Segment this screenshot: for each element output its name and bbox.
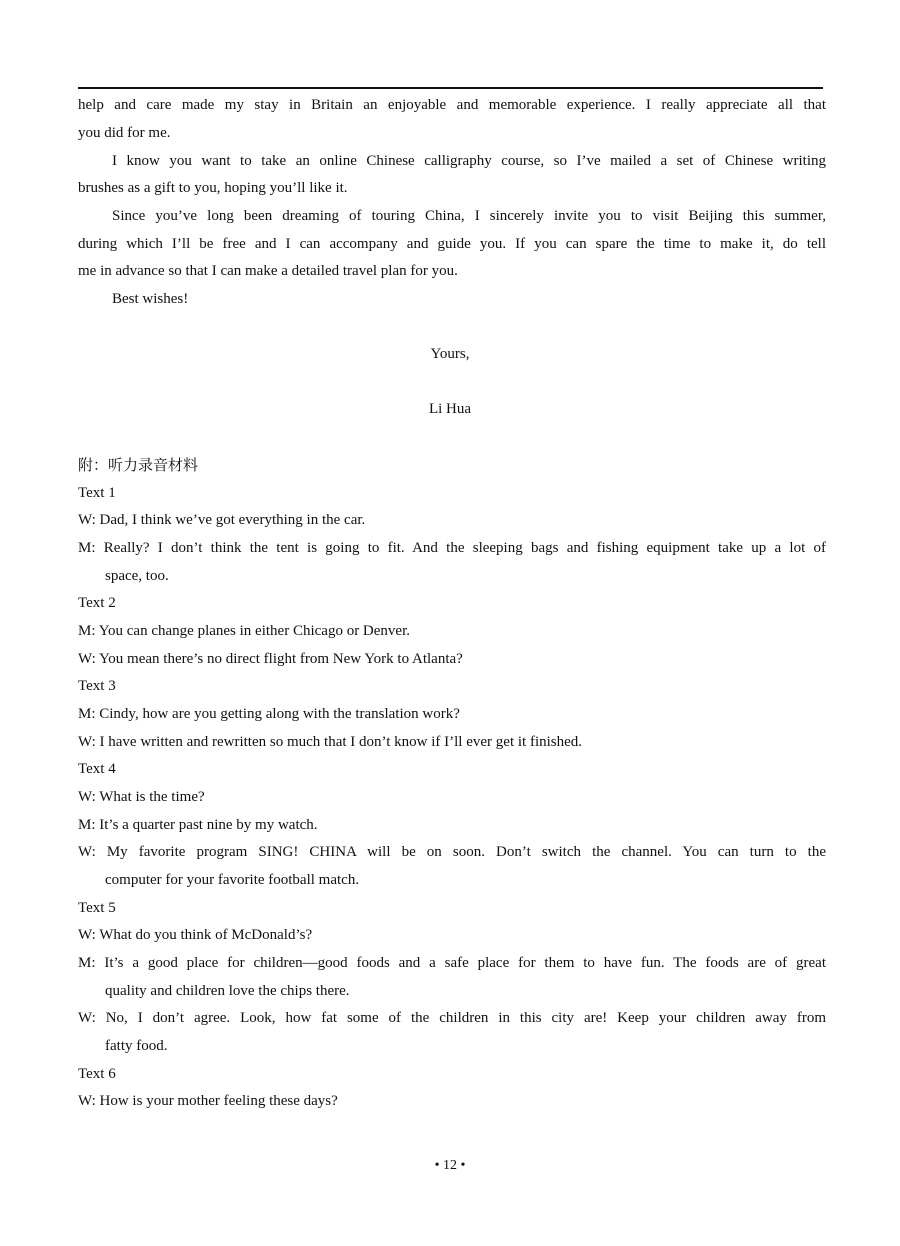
transcript-line: quality and children love the chips there. xyxy=(105,983,350,999)
appendix-heading: 附：听力录音材料 xyxy=(78,456,199,474)
letter-line: Since you’ve long been dreaming of touring China, I sincerely invite you to visit Beijing this summer, xyxy=(112,208,826,224)
transcript-line: fatty food. xyxy=(105,1038,168,1054)
letter-greeting: Best wishes! xyxy=(112,291,189,307)
letter-line: I know you want to take an online Chinese calligraphy course, so I’ve mailed a set of Chinese writing xyxy=(112,153,826,169)
letter-signature: Li Hua xyxy=(428,401,472,417)
transcript-section-title: Text 3 xyxy=(78,678,116,694)
transcript-line: W: What is the time? xyxy=(78,789,205,805)
letter-line: during which I’ll be free and I can accompany and guide you. If you can spare the time to make it, do tell xyxy=(78,236,826,252)
transcript-line: M: Really? I don’t think the tent is going to fit. And the sleeping bags and fishing equipment take up a lot of xyxy=(78,540,826,556)
transcript-line: M: It’s a quarter past nine by my watch. xyxy=(78,817,318,833)
transcript-line: space, too. xyxy=(105,568,169,584)
transcript-line: computer for your favorite football match. xyxy=(105,872,360,888)
transcript-section-title: Text 5 xyxy=(78,900,116,916)
page-number: • 12 • xyxy=(434,1158,466,1173)
transcript-line: W: Dad, I think we’ve got everything in the car. xyxy=(78,512,366,528)
transcript-line: W: My favorite program SING! CHINA will be on soon. Don’t switch the channel. You can turn to the xyxy=(78,844,826,860)
transcript-line: W: You mean there’s no direct flight from New York to Atlanta? xyxy=(78,651,463,667)
transcript-section-title: Text 6 xyxy=(78,1066,116,1082)
letter-line: brushes as a gift to you, hoping you’ll like it. xyxy=(78,180,348,196)
letter-line: me in advance so that I can make a detailed travel plan for you. xyxy=(78,263,458,279)
transcript-line: M: It’s a good place for children—good foods and a safe place for them to have fun. The foods are of great xyxy=(78,955,826,971)
header-rule xyxy=(78,87,823,89)
transcript-line: W: I have written and rewritten so much that I don’t know if I’ll ever get it finished. xyxy=(78,734,583,750)
letter-line: help and care made my stay in Britain an enjoyable and memorable experience. I really appreciate all that xyxy=(78,97,826,113)
transcript-section-title: Text 4 xyxy=(78,761,116,777)
transcript-section-title: Text 1 xyxy=(78,485,116,501)
transcript-line: W: No, I don’t agree. Look, how fat some of the children in this city are! Keep your children away from xyxy=(78,1010,826,1026)
transcript-line: W: What do you think of McDonald’s? xyxy=(78,927,313,943)
letter-closing: Yours, xyxy=(430,346,470,362)
transcript-line: M: Cindy, how are you getting along with the translation work? xyxy=(78,706,460,722)
transcript-line: M: You can change planes in either Chicago or Denver. xyxy=(78,623,410,639)
transcript-section-title: Text 2 xyxy=(78,595,116,611)
letter-line: you did for me. xyxy=(78,125,171,141)
transcript-line: W: How is your mother feeling these days? xyxy=(78,1093,338,1109)
